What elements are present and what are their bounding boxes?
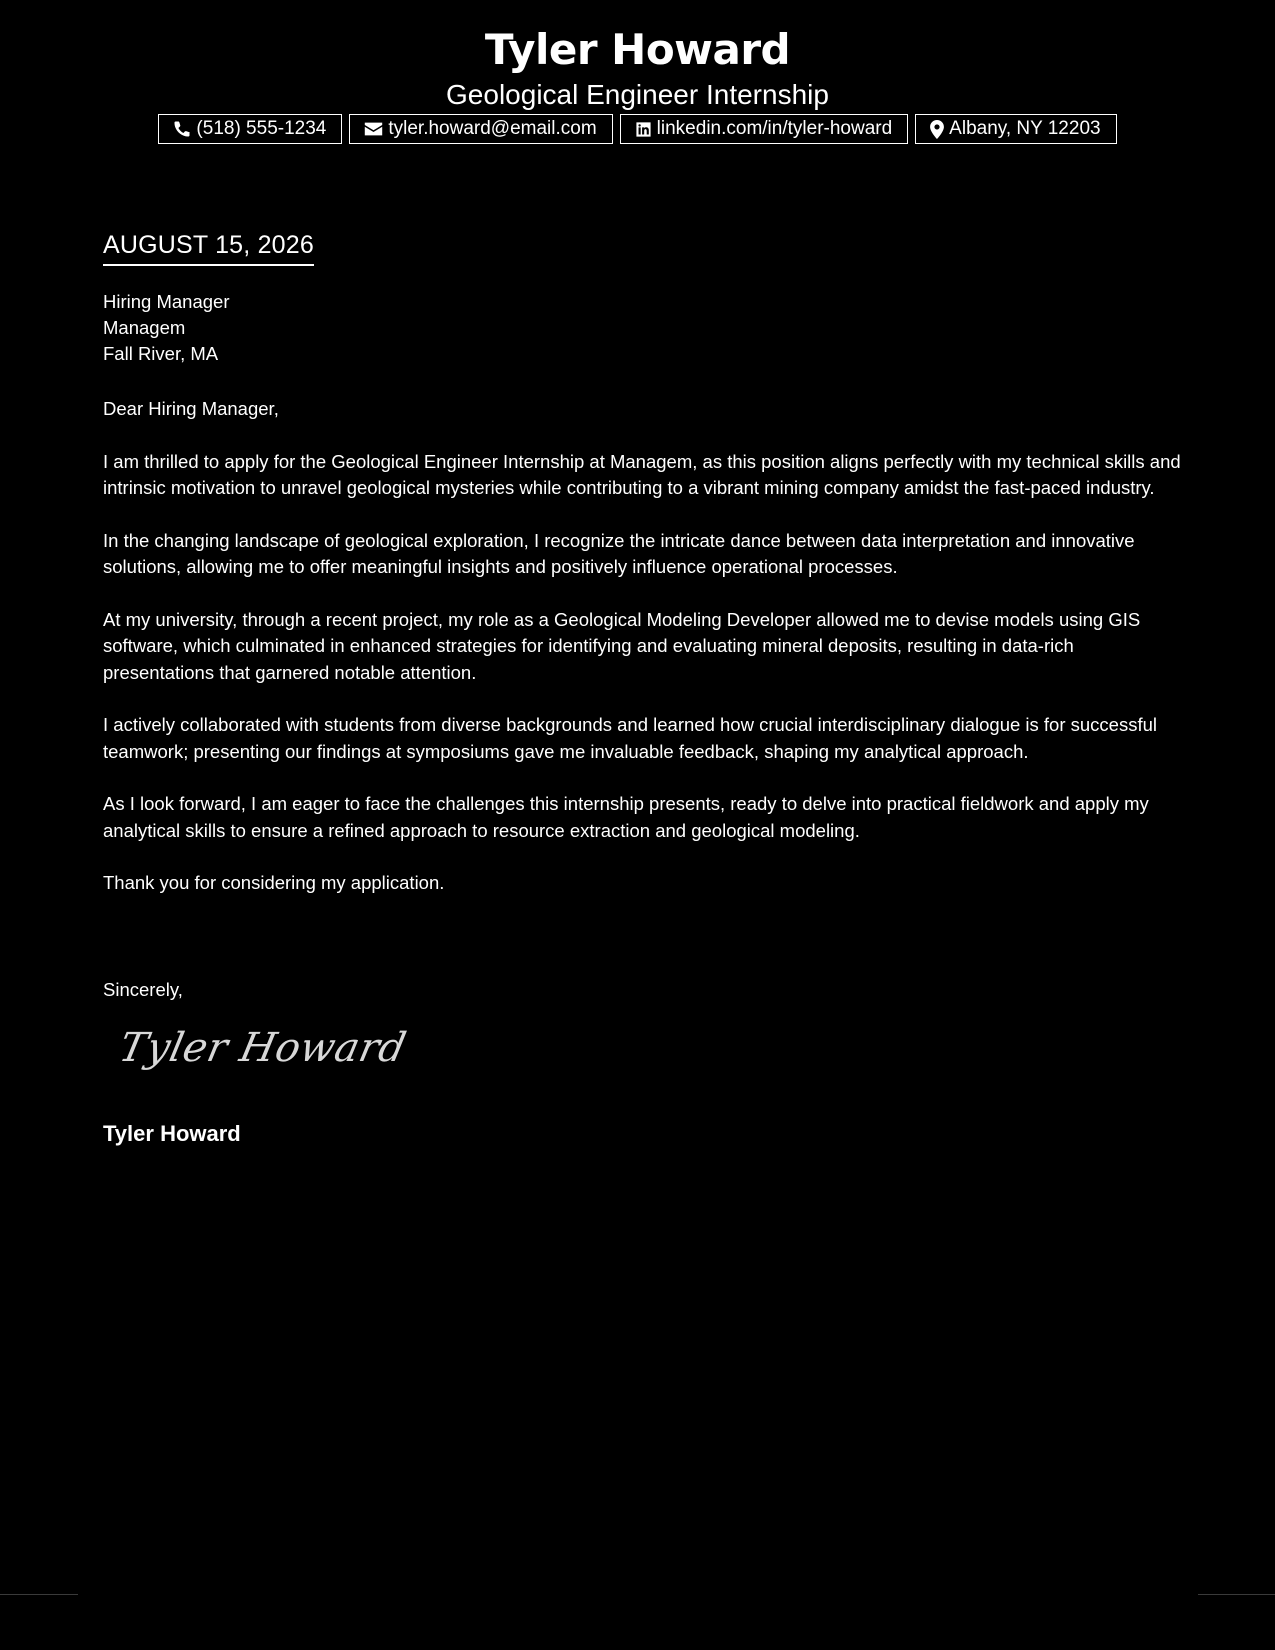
recipient-location: Fall River, MA [103,343,219,364]
contact-location[interactable] [915,114,1116,144]
recipient-block [103,289,229,367]
recipient-company: Managem [103,317,186,338]
linkedin-text: linkedin.com/in/tyler-howard [656,118,893,139]
map-marker-icon [930,120,944,139]
letter-body [103,396,1183,923]
phone-text: (518) 555-1234 [196,118,327,139]
footer-divider-right [1198,1594,1275,1595]
contact-phone[interactable] [158,114,342,144]
location-text: Albany, NY 12203 [949,118,1101,139]
contact-bar [0,114,1275,144]
recipient-title: Hiring Manager [103,291,230,312]
paragraph: In the changing landscape of geological exploration, I recognize the intricate dance between data interpretation and innovative solutions, allowing me to offer meaningful insights and positively influence operational processes. [103,529,1135,577]
applicant-name: Tyler Howard [484,25,791,74]
closing: Sincerely, [103,979,183,1000]
linkedin-icon [635,121,652,138]
paragraph: I am thrilled to apply for the Geological Engineer Internship at Managem, as this position aligns perfectly with my technical skills and intrinsic motivation to unravel geological mysteries while contributing to a vibrant mining company amidst the fast-paced industry. [103,450,1181,498]
contact-linkedin[interactable] [620,114,909,144]
contact-email[interactable] [349,114,612,144]
footer-divider-left [0,1594,78,1595]
job-title: Geological Engineer Internship [446,79,829,110]
salutation: Dear Hiring Manager, [103,398,279,419]
signed-name: Tyler Howard [103,1121,241,1146]
letter-date: AUGUST 15, 2026 [103,228,314,266]
paragraph: As I look forward, I am eager to face the challenges this internship presents, ready to delve into practical fieldwork and apply my analytical skills to ensure a refined approach to resource extraction and geological modeling. [103,793,1149,841]
phone-icon [173,120,191,138]
handwritten-signature: Tyler Howard [115,1025,411,1071]
letter-header [0,22,1275,112]
paragraph: Thank you for considering my application. [103,872,445,893]
envelope-icon [364,121,383,137]
paragraph: I actively collaborated with students from diverse backgrounds and learned how crucial interdisciplinary dialogue is for successful teamwork; presenting our findings at symposiums gave me invaluable feedback, shaping my analytical approach. [103,714,1158,762]
email-text: tyler.howard@email.com [388,118,597,139]
paragraph: At my university, through a recent project, my role as a Geological Modeling Developer allowed me to devise models using GIS software, which culminated in enhanced strategies for identifying and evaluating mineral deposits, resulting in data-rich presentations that garnered notable attention. [103,608,1141,683]
